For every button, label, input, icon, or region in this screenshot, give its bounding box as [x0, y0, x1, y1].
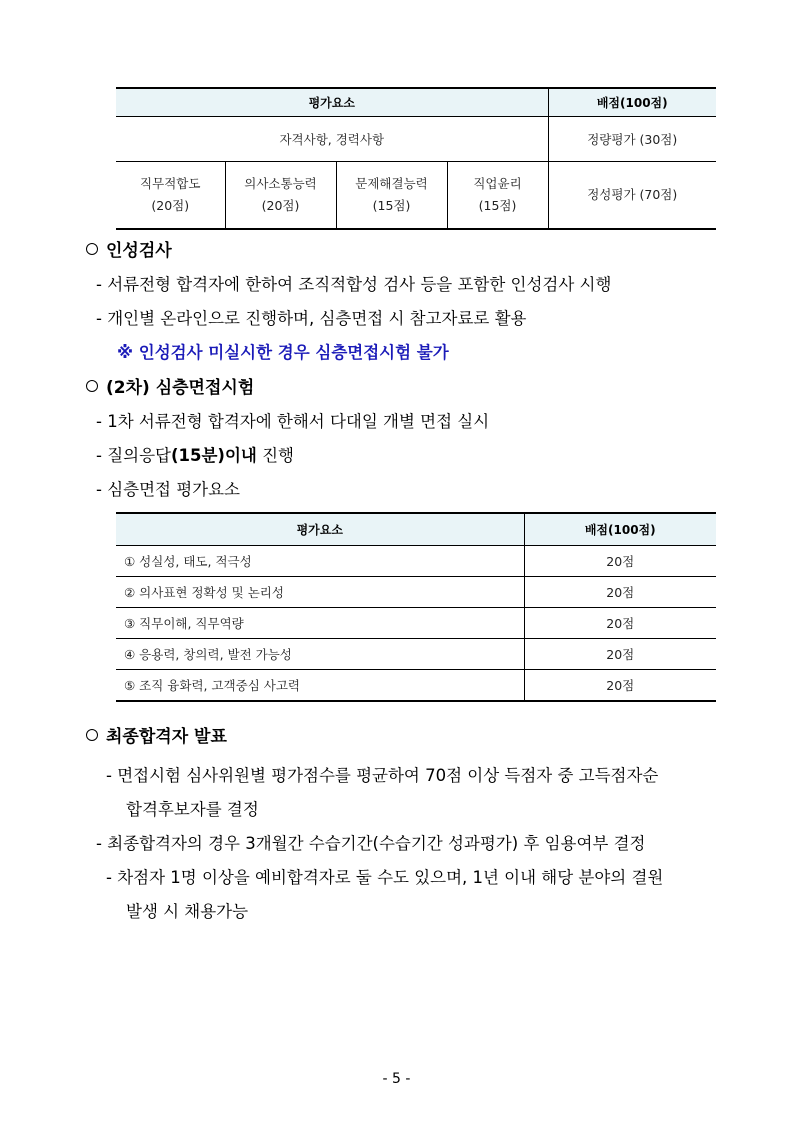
table1-qualitative-score: 정성평가 (70점): [548, 162, 716, 230]
bullet-text: - 서류전형 합격자에 한하여 조직적합성 검사 등을 포함한 인성검사 시행: [96, 275, 612, 294]
table1-qualification-cell: 자격사항, 경력사항: [116, 117, 548, 162]
bullet-text: - 차점자 1명 이상을 예비합격자로 둘 수도 있으며, 1년 이내 해당 분야의 결원: [106, 868, 664, 887]
document-evaluation-table: [116, 87, 716, 230]
bullet-text: - 면접시험 심사위원별 평가점수를 평균하여 70점 이상 득점자 중 고득점자순: [106, 766, 659, 785]
section-title-final: 최종합격자 발표: [86, 722, 227, 747]
table1-header-item: 평가요소: [116, 88, 548, 117]
bullet-text: - 1차 서류전형 합격자에 한해서 다대일 개별 면접 실시: [96, 412, 490, 431]
section-title-personality: 인성검사: [86, 236, 172, 261]
table1-item: 직무적합도 (20점): [116, 162, 225, 230]
interview-evaluation-table: [116, 512, 716, 702]
table-row: ③ 직무이해, 직무역량 20점: [116, 608, 716, 639]
bullet-continuation: 발생 시 채용가능: [126, 902, 249, 921]
table1-item: 문제해결능력 (15점): [336, 162, 447, 230]
table-row: ④ 응용력, 창의력, 발전 가능성 20점: [116, 639, 716, 670]
table1-item: 직업윤리 (15점): [447, 162, 548, 230]
section-title-interview: (2차) 심층면접시험: [86, 373, 254, 398]
table-row: ① 성실성, 태도, 적극성 20점: [116, 546, 716, 577]
circle-bullet-icon: [86, 380, 98, 392]
table1-quantitative-score: 정량평가 (30점): [548, 117, 716, 162]
page-number: - 5 -: [382, 1071, 411, 1087]
bullet-text: - 심층면접 평가요소: [96, 480, 240, 499]
table2-header-score: 배점(100점): [524, 513, 716, 546]
bullet-continuation: 합격후보자를 결정: [126, 800, 259, 819]
bullet-text: - 질의응답(15분)이내 진행: [96, 446, 294, 465]
table1-item: 의사소통능력 (20점): [225, 162, 336, 230]
circle-bullet-icon: [86, 243, 98, 255]
circle-bullet-icon: [86, 729, 98, 741]
table2-header-item: 평가요소: [116, 513, 524, 546]
notice-text: ※ 인성검사 미실시한 경우 심층면접시험 불가: [117, 343, 449, 362]
table-row: ② 의사표현 정확성 및 논리성 20점: [116, 577, 716, 608]
bullet-text: - 개인별 온라인으로 진행하며, 심층면접 시 참고자료로 활용: [96, 309, 527, 328]
table-row: ⑤ 조직 융화력, 고객중심 사고력 20점: [116, 670, 716, 702]
table1-header-score: 배점(100점): [548, 88, 716, 117]
bullet-text: - 최종합격자의 경우 3개월간 수습기간(수습기간 성과평가) 후 임용여부 결정: [96, 834, 646, 853]
